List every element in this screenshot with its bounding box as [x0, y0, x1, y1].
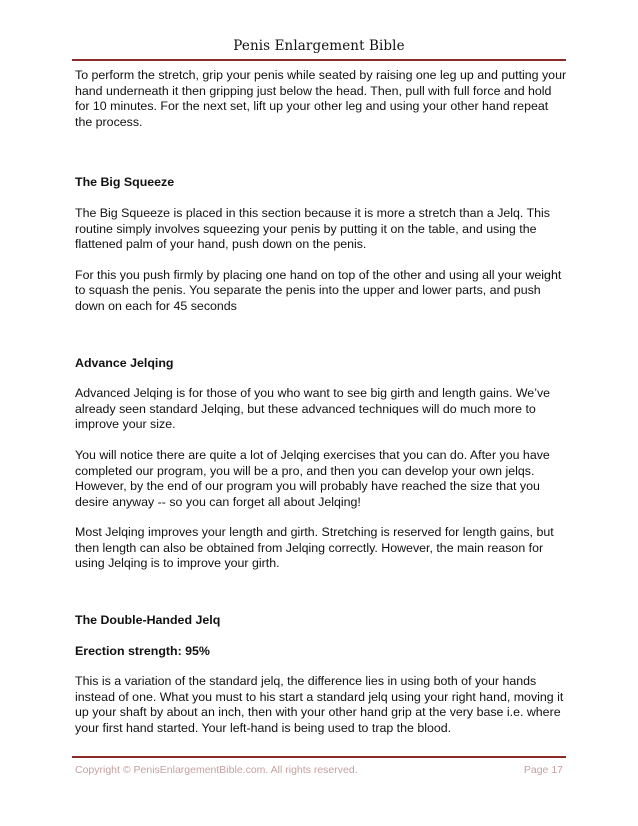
heading-big-squeeze: The Big Squeeze	[75, 175, 175, 190]
paragraph-advance-3: Most Jelqing improves your length and girth. Stretching is reserved for length gains, but then length can also be obtained from Jelqing correctly. However, the main reason for using Jelqing is to improve your girth.	[75, 525, 554, 571]
paragraph-advance-2: You will notice there are quite a lot of Jelqing exercises that you can do. After you have completed our program, you will be a pro, and then you can develop your own jelqs. However, by the end of our program you will probably have reached the size that you desire anyway -- so you can forget all about Jelqing!	[75, 447, 550, 509]
page-body	[75, 68, 567, 737]
paragraph-stretch: To perform the stretch, grip your penis while seated by raising one leg up and putting your hand underneath it then gripping just below the head. Then, pull with full force and hold for 10 minutes. For the next set, lift up your other leg and using your other hand repeat the process.	[75, 68, 567, 129]
running-header-title: Penis Enlargement Bible	[233, 38, 405, 54]
heading-advance-jelqing: Advance Jelqing	[75, 355, 174, 370]
footer-page-number: Page 17	[523, 764, 563, 776]
paragraph-big-squeeze-1: The Big Squeeze is placed in this section because it is more a stretch than a Jelq. This routine simply involves squeezing your penis by putting it on the table, and using the flattened palm of your hand, push down on the penis.	[75, 205, 551, 252]
header-rule	[72, 59, 566, 61]
paragraph-advance-1: Advanced Jelqing is for those of you who want to see big girth and length gains. We’ve already seen standard Jelqing, but these advanced techniques will do much more to improve your size.	[75, 386, 551, 432]
heading-erection-strength: Erection strength: 95%	[75, 643, 210, 658]
heading-double-handed-jelq: The Double-Handed Jelq	[75, 613, 221, 628]
footer-copyright: Copyright © PenisEnlargementBible.com. All rights reserved.	[75, 764, 358, 776]
paragraph-big-squeeze-2: For this you push firmly by placing one hand on top of the other and using all your weight to squash the penis. You separate the penis into the upper and lower parts, and push down on each for 45 seconds	[75, 267, 562, 313]
paragraph-double-handed-1: This is a variation of the standard jelq, the difference lies in using both of your hands instead of one. What you must to his start a standard jelq using your right hand, moving it up your shaft by about an inch, then with your other hand grip at the very base i.e. where your first hand started. Your left-hand is being used to trap the blood.	[75, 674, 564, 736]
footer-rule	[72, 756, 566, 758]
